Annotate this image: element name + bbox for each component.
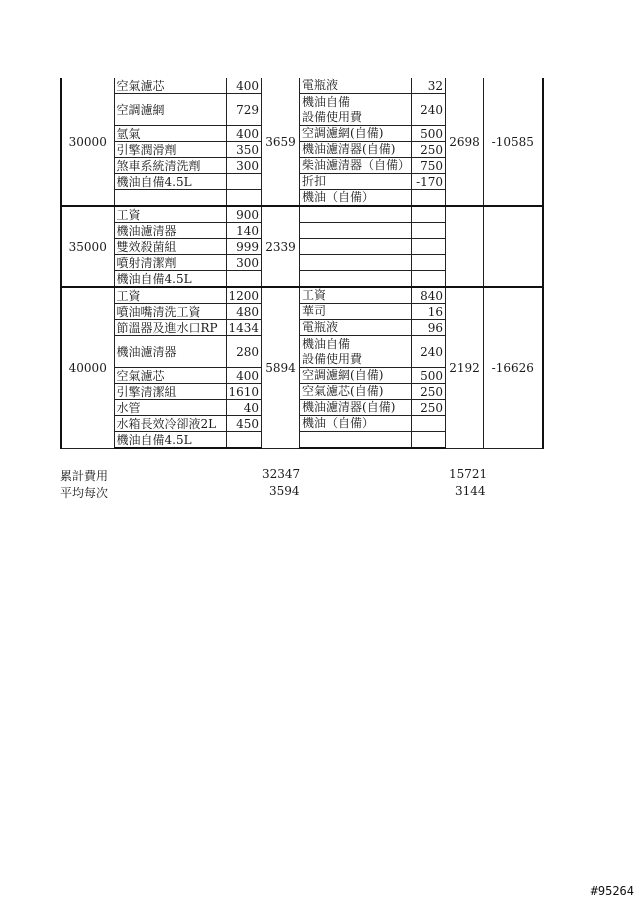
left-total-cell: 2339 [262, 206, 300, 287]
right-item-cost: 32 [412, 78, 446, 94]
right-item-cost [412, 432, 446, 449]
right-item-cost: 250 [412, 400, 446, 416]
left-item-cost: 400 [226, 78, 262, 94]
right-item-name: 工資 [300, 287, 412, 304]
right-total-cell [446, 206, 484, 287]
right-item-cost: 16 [412, 304, 446, 320]
cumulative-row [60, 467, 488, 483]
left-item-cost: 300 [226, 158, 262, 174]
left-item-cost [226, 174, 262, 190]
cumulative-label: 累計費用 [60, 469, 109, 483]
left-item-name: 機油濾清器 [114, 336, 226, 368]
left-item-name: 工資 [114, 287, 226, 304]
left-item-cost: 1200 [226, 287, 262, 304]
right-item-name: 電瓶液 [300, 320, 412, 336]
page-stamp: #95264 [590, 884, 634, 898]
left-item-name: 引擎潤滑劑 [114, 142, 226, 158]
right-item-name: 折扣 [300, 174, 412, 190]
left-item-name: 工資 [114, 206, 226, 223]
right-item-cost: 840 [412, 287, 446, 304]
right-item-name [300, 239, 412, 255]
right-item-name [300, 255, 412, 271]
right-item-cost [412, 271, 446, 288]
right-item-cost: 240 [412, 94, 446, 126]
right-item-name: 機油（自備） [300, 190, 412, 207]
right-item-name: 機油自備 設備使用費 [300, 94, 412, 126]
right-item-name: 機油自備 設備使用費 [300, 336, 412, 368]
right-item-name: 機油（自備） [300, 416, 412, 432]
right-item-cost [412, 416, 446, 432]
right-item-cost [412, 223, 446, 239]
maintenance-cost-table [60, 78, 544, 449]
right-item-cost [412, 190, 446, 207]
mileage-cell: 40000 [61, 287, 114, 448]
right-item-name [300, 271, 412, 288]
right-item-cost: 250 [412, 384, 446, 400]
left-item-cost: 480 [226, 304, 262, 320]
left-item-name: 雙效殺菌組 [114, 239, 226, 255]
right-item-name: 電瓶液 [300, 78, 412, 94]
left-item-name: 節溫器及進水口RP [114, 320, 226, 336]
right-item-cost: 96 [412, 320, 446, 336]
right-item-cost: 500 [412, 368, 446, 384]
right-item-cost: 250 [412, 142, 446, 158]
table-row [61, 78, 543, 94]
right-item-name: 柴油濾清器（自備） [300, 158, 412, 174]
left-item-name: 水管 [114, 400, 226, 416]
left-item-name: 噴射清潔劑 [114, 255, 226, 271]
left-item-name: 空氣濾芯 [114, 368, 226, 384]
left-item-cost: 350 [226, 142, 262, 158]
left-item-cost [226, 190, 262, 207]
right-item-cost [412, 239, 446, 255]
left-item-cost: 280 [226, 336, 262, 368]
difference-cell: -16626 [484, 287, 543, 448]
left-item-cost: 400 [226, 126, 262, 142]
left-item-name: 機油自備4.5L [114, 432, 226, 449]
left-item-name: 水箱長效冷卻液2L [114, 416, 226, 432]
right-item-name [300, 206, 412, 223]
right-item-cost [412, 206, 446, 223]
left-item-cost: 1610 [226, 384, 262, 400]
left-item-cost: 1434 [226, 320, 262, 336]
left-item-name: 空氣濾芯 [114, 78, 226, 94]
right-total-cell: 2192 [446, 287, 484, 448]
average-label: 平均每次 [60, 486, 109, 500]
left-item-name: 機油自備4.5L [114, 271, 226, 288]
left-total-cell: 3659 [262, 78, 300, 206]
difference-cell: -10585 [484, 78, 543, 206]
right-item-name: 空氣濾芯(自備) [300, 384, 412, 400]
left-item-cost: 450 [226, 416, 262, 432]
left-item-name: 氫氣 [114, 126, 226, 142]
right-item-name [300, 223, 412, 239]
left-item-name: 機油自備4.5L [114, 174, 226, 190]
right-item-name: 空調濾網(自備) [300, 126, 412, 142]
difference-cell [484, 206, 543, 287]
left-item-name: 空調濾網 [114, 94, 226, 126]
left-item-cost [226, 432, 262, 449]
right-item-cost [412, 255, 446, 271]
right-item-cost: 240 [412, 336, 446, 368]
right-item-name: 華司 [300, 304, 412, 320]
mileage-cell: 30000 [61, 78, 114, 206]
left-item-name: 煞車系統清洗劑 [114, 158, 226, 174]
right-item-name [300, 432, 412, 449]
left-item-cost [226, 271, 262, 288]
table-row [61, 206, 543, 223]
left-item-name: 機油濾清器 [114, 223, 226, 239]
right-item-name: 機油濾清器(自備) [300, 400, 412, 416]
left-item-name [114, 190, 226, 207]
right-item-cost: 750 [412, 158, 446, 174]
table-row [61, 287, 543, 304]
right-item-name: 機油濾清器(自備) [300, 142, 412, 158]
left-item-cost: 40 [226, 400, 262, 416]
right-total-cell: 2698 [446, 78, 484, 206]
right-item-cost: 500 [412, 126, 446, 142]
left-item-cost: 300 [226, 255, 262, 271]
left-item-cost: 900 [226, 206, 262, 223]
left-item-cost: 729 [226, 94, 262, 126]
mileage-cell: 35000 [61, 206, 114, 287]
left-item-name: 噴油嘴清洗工資 [114, 304, 226, 320]
average-left: 3594 [269, 484, 300, 498]
left-item-cost: 999 [226, 239, 262, 255]
right-item-name: 空調濾網(自備) [300, 368, 412, 384]
cumulative-right-total: 15721 [449, 467, 488, 481]
left-item-cost: 400 [226, 368, 262, 384]
right-item-cost: -170 [412, 174, 446, 190]
average-row [60, 484, 486, 500]
left-item-cost: 140 [226, 223, 262, 239]
left-total-cell: 5894 [262, 287, 300, 448]
left-item-name: 引擎清潔組 [114, 384, 226, 400]
average-right: 3144 [455, 484, 486, 498]
cumulative-left-total: 32347 [262, 467, 301, 481]
